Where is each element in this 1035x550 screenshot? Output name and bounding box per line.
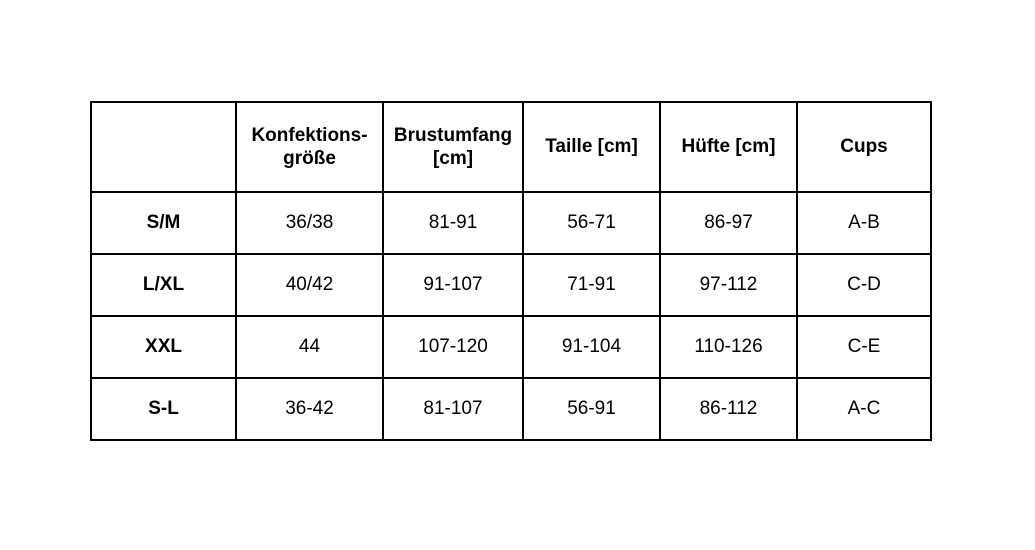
table-row	[91, 316, 931, 378]
header-cell-taille: Taille [cm]	[523, 102, 660, 192]
header-cell-brustumfang: Brustumfang [cm]	[383, 102, 523, 192]
cell-xxl-taille: 91-104	[523, 316, 660, 378]
table-row	[91, 192, 931, 254]
header-cell-empty	[91, 102, 236, 192]
cell-sl-brustumfang: 81-107	[383, 378, 523, 440]
table-header-row	[91, 102, 931, 192]
header-cell-konfektionsgroesse: Konfektions-größe	[236, 102, 383, 192]
row-label-sm: S/M	[91, 192, 236, 254]
cell-lxl-brustumfang: 91-107	[383, 254, 523, 316]
cell-sl-huefte: 86-112	[660, 378, 797, 440]
row-label-xxl: XXL	[91, 316, 236, 378]
cell-xxl-cups: C-E	[797, 316, 931, 378]
cell-sl-konfektionsgroesse: 36-42	[236, 378, 383, 440]
header-cell-cups: Cups	[797, 102, 931, 192]
cell-sm-cups: A-B	[797, 192, 931, 254]
table-row	[91, 254, 931, 316]
cell-sm-huefte: 86-97	[660, 192, 797, 254]
cell-xxl-brustumfang: 107-120	[383, 316, 523, 378]
table-header	[91, 102, 931, 192]
cell-sl-cups: A-C	[797, 378, 931, 440]
row-label-lxl: L/XL	[91, 254, 236, 316]
cell-lxl-huefte: 97-112	[660, 254, 797, 316]
table-row	[91, 378, 931, 440]
cell-lxl-konfektionsgroesse: 40/42	[236, 254, 383, 316]
cell-lxl-cups: C-D	[797, 254, 931, 316]
header-cell-huefte: Hüfte [cm]	[660, 102, 797, 192]
cell-sm-taille: 56-71	[523, 192, 660, 254]
size-chart-container	[90, 101, 930, 441]
row-label-sl: S-L	[91, 378, 236, 440]
cell-sm-konfektionsgroesse: 36/38	[236, 192, 383, 254]
cell-sl-taille: 56-91	[523, 378, 660, 440]
cell-lxl-taille: 71-91	[523, 254, 660, 316]
size-chart-table	[90, 101, 932, 441]
cell-xxl-huefte: 110-126	[660, 316, 797, 378]
cell-xxl-konfektionsgroesse: 44	[236, 316, 383, 378]
cell-sm-brustumfang: 81-91	[383, 192, 523, 254]
table-body	[91, 192, 931, 440]
